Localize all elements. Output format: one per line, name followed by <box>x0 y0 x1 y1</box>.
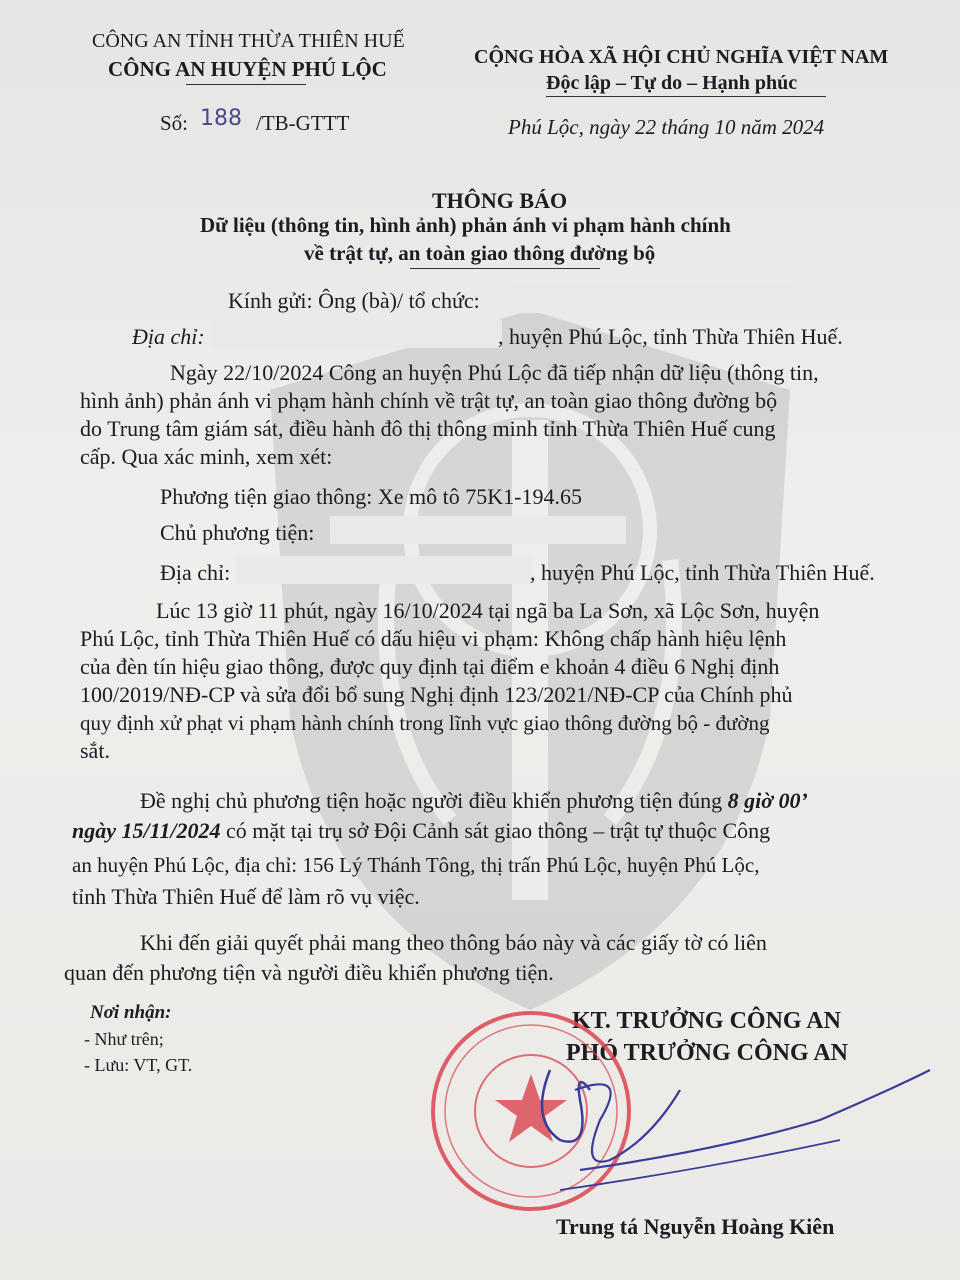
redacted-recipient <box>512 285 792 313</box>
agency-name: CÔNG AN HUYỆN PHÚ LỘC <box>108 57 387 81</box>
owner-address-label: Địa chỉ: <box>160 560 231 585</box>
doc-subtitle-line2: về trật tự, an toàn giao thông đường bộ <box>304 241 656 265</box>
place-date: Phú Lộc, ngày 22 tháng 10 năm 2024 <box>508 115 825 139</box>
appointment-time: 8 giờ 00’ <box>727 788 808 813</box>
para2-line6: sắt. <box>80 738 110 763</box>
recipient-address-suffix: , huyện Phú Lộc, tỉnh Thừa Thiên Huế. <box>498 324 843 349</box>
redacted-recipient-address <box>212 320 502 348</box>
para3-line3: an huyện Phú Lộc, địa chỉ: 156 Lý Thánh Tông, thị trấn Phú Lộc, huyện Phú Lộc, <box>72 853 760 877</box>
signer-name: Trung tá Nguyễn Hoàng Kiên <box>556 1214 835 1239</box>
para3-line1-text: Đề nghị chủ phương tiện hoặc người điều khiển phương tiện đúng <box>140 788 723 813</box>
para3-line1 <box>140 788 808 814</box>
doc-number-label: Số: <box>160 111 189 135</box>
recipient-label: Kính gửi: Ông (bà)/ tổ chức: <box>228 288 480 313</box>
appointment-date: ngày 15/11/2024 <box>72 818 221 843</box>
redacted-owner-address <box>236 556 532 584</box>
para2-line2: Phú Lộc, tỉnh Thừa Thiên Huế có dấu hiệu vi phạm: Không chấp hành hiệu lệnh <box>80 626 787 651</box>
recipients-title: Nơi nhận: <box>90 1002 172 1023</box>
para2-line3: của đèn tín hiệu giao thông, được quy định tại điểm e khoản 4 điều 6 Nghị định <box>80 654 780 679</box>
para3-line2-text: có mặt tại trụ sở Đội Cảnh sát giao thông – trật tự thuộc Công <box>226 818 771 843</box>
para4-line1: Khi đến giải quyết phải mang theo thông báo này và các giấy tờ có liên <box>140 930 767 955</box>
national-motto: Độc lập – Tự do – Hạnh phúc <box>546 72 798 94</box>
para4-line2: quan đến phương tiện và người điều khiển phương tiện. <box>64 960 554 985</box>
recipients-item-2: - Lưu: VT, GT. <box>84 1055 193 1075</box>
doc-number-suffix: /TB-GTTT <box>256 111 350 135</box>
para1-line2: hình ảnh) phản ánh vi phạm hành chính về trật tự, an toàn giao thông đường bộ <box>80 388 778 413</box>
doc-subtitle-line1: Dữ liệu (thông tin, hình ảnh) phản ánh vi phạm hành chính <box>200 213 731 237</box>
para1-line4: cấp. Qua xác minh, xem xét: <box>80 444 333 469</box>
para3-line4: tỉnh Thừa Thiên Huế để làm rõ vụ việc. <box>72 884 420 909</box>
country-name: CỘNG HÒA XÃ HỘI CHỦ NGHĨA VIỆT NAM <box>474 46 889 68</box>
agency-parent: CÔNG AN TỈNH THỪA THIÊN HUẾ <box>92 30 405 52</box>
agency-underline <box>186 84 306 85</box>
para2-line1: Lúc 13 giờ 11 phút, ngày 16/10/2024 tại ngã ba La Sơn, xã Lộc Sơn, huyện <box>156 598 820 623</box>
signature-title-line2: PHÓ TRƯỞNG CÔNG AN <box>566 1040 849 1066</box>
redacted-owner <box>330 516 626 544</box>
para1-line3: do Trung tâm giám sát, điều hành đô thị thông minh tỉnh Thừa Thiên Huế cung <box>80 416 776 441</box>
signature-title-line1: KT. TRƯỞNG CÔNG AN <box>572 1008 841 1034</box>
recipient-address-label: Địa chỉ: <box>132 324 205 349</box>
para2-line4: 100/2019/NĐ-CP và sửa đổi bổ sung Nghị định 123/2021/NĐ-CP của Chính phủ <box>80 682 793 707</box>
para2-line5: quy định xử phạt vi phạm hành chính trong lĩnh vực giao thông đường bộ - đường <box>80 711 770 735</box>
motto-underline <box>546 96 826 97</box>
para1-line1: Ngày 22/10/2024 Công an huyện Phú Lộc đã tiếp nhận dữ liệu (thông tin, <box>170 360 819 385</box>
vehicle-line: Phương tiện giao thông: Xe mô tô 75K1-194.65 <box>160 484 582 509</box>
doc-number-handwritten: 188 <box>200 106 242 131</box>
handwritten-signature-icon <box>520 1030 940 1230</box>
para3-line2 <box>72 818 770 844</box>
doc-title: THÔNG BÁO <box>432 188 568 213</box>
title-underline <box>410 268 600 269</box>
owner-label: Chủ phương tiện: <box>160 520 315 545</box>
recipients-item-1: - Như trên; <box>84 1029 164 1049</box>
owner-address-suffix: , huyện Phú Lộc, tỉnh Thừa Thiên Huế. <box>530 560 875 585</box>
